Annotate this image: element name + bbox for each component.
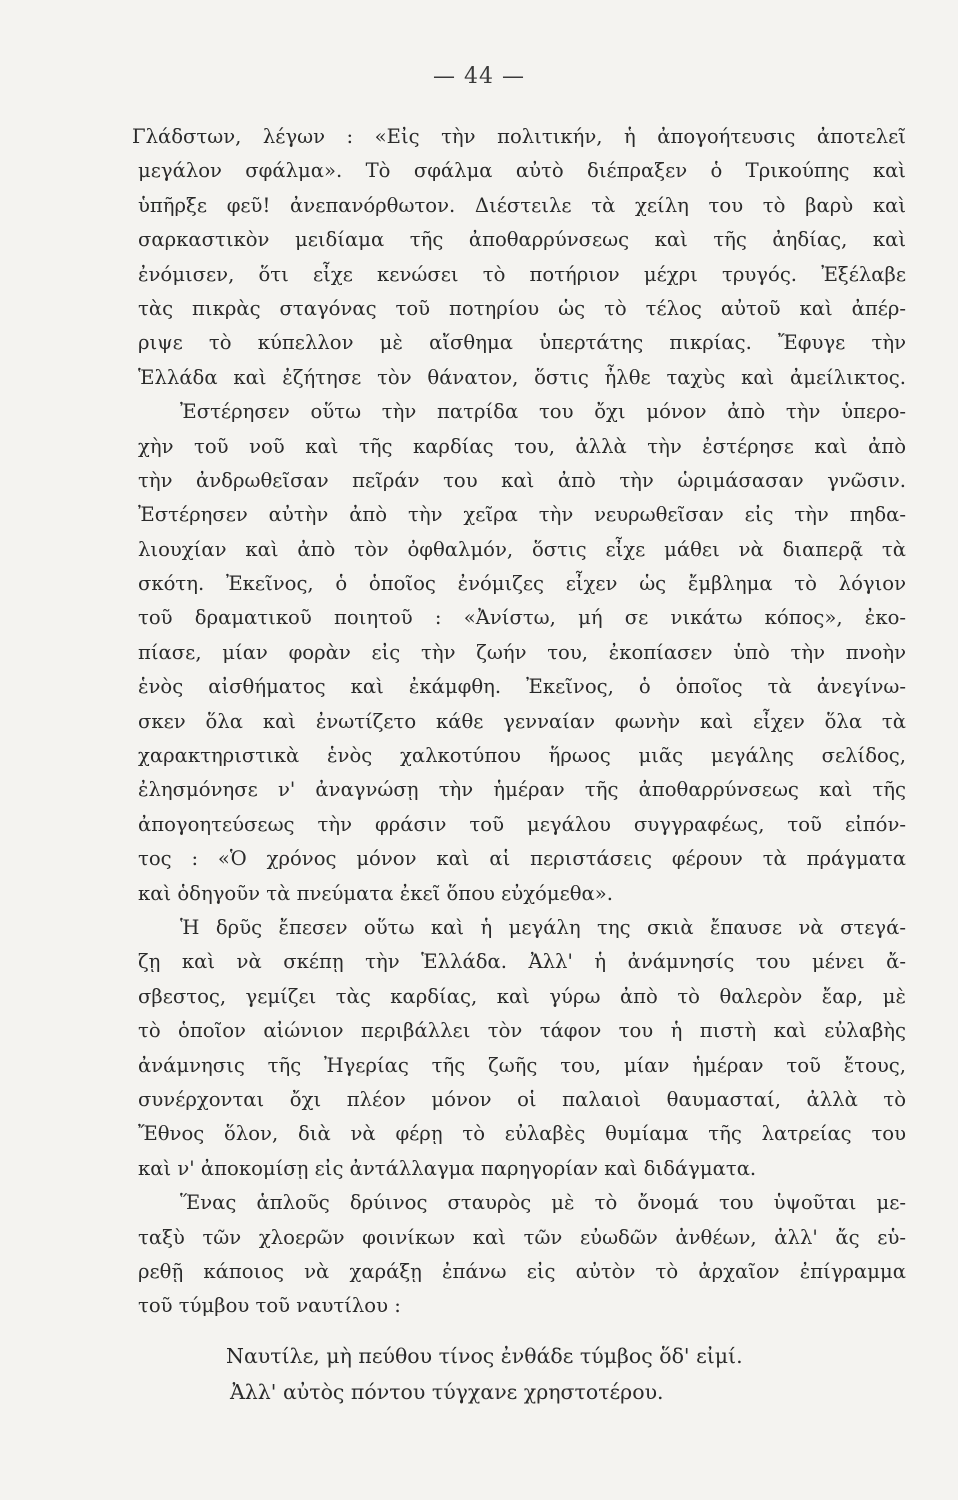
text-line: ὑπῆρξε φεῦ! ἀνεπανόρθωτον. Διέστειλε τὰ χείλη του τὸ βαρὺ καὶ [138, 193, 906, 217]
text-line: ἀνάμνησις τῆς Ἠγερίας τῆς ζωῆς του, μίαν ἡμέραν τοῦ ἔτους, [138, 1053, 906, 1077]
epigram [226, 1338, 886, 1410]
text-line: σαρκαστικὸν μειδίαμα τῆς ἀποθαρρύνσεως καὶ τῆς ἀηδίας, καὶ [138, 228, 906, 252]
text-line: ζῃ καὶ νὰ σκέπῃ τὴν Ἑλλάδα. Ἀλλ' ἡ ἀνάμνησίς του μένει ἄ- [138, 950, 906, 974]
text-line: τοῦ δραματικοῦ ποιητοῦ : «Ἀνίστω, μή σε νικάτω κόπος», ἐκο- [138, 606, 906, 630]
text-line: ἀπογοητεύσεως τὴν φράσιν τοῦ μεγάλου συγγραφέως, τοῦ εἰπόν- [138, 812, 906, 836]
text-line: καὶ ὁδηγοῦν τὰ πνεύματα ἐκεῖ ὅπου εὐχόμεθα». [138, 881, 613, 905]
text-line: ριψε τὸ κύπελλον μὲ αἴσθημα ὑπερτάτης πικρίας. Ἔφυγε τὴν [138, 331, 906, 355]
paragraph-first-line: Ἐστέρησεν οὕτω τὴν πατρίδα του ὄχι μόνον ἀπὸ τὴν ὑπερο- [180, 400, 906, 424]
paragraph-first-line: Ἕνας ἁπλοῦς δρύινος σταυρὸς μὲ τὸ ὄνομά του ὑψοῦται με- [180, 1191, 906, 1215]
body-text [132, 120, 906, 1324]
text-line: χαρακτηριστικὰ ἑνὸς χαλκοτύπου ἥρωος μιᾶς μεγάλης σελίδος, [138, 744, 906, 768]
text-line: τοῦ τύμβου τοῦ ναυτίλου : [138, 1294, 401, 1318]
text-line: συνέρχονται ὄχι πλέον μόνον οἱ παλαιοὶ θαυμασταί, ἀλλὰ τὸ [138, 1087, 906, 1111]
verse-line: Ναυτίλε, μὴ πεύθου τίνος ἐνθάδε τύμβος ὅδ' εἰμί. [226, 1344, 743, 1368]
verse-line: Ἀλλ' αὐτὸς πόντου τύγχανε χρηστοτέρου. [230, 1380, 664, 1404]
text-line: καὶ ν' ἀποκομίσῃ εἰς ἀντάλλαγμα παρηγορίαν καὶ διδάγματα. [138, 1156, 757, 1180]
text-line: σβεστος, γεμίζει τὰς καρδίας, καὶ γύρω ἀπὸ τὸ θαλερὸν ἔαρ, μὲ [138, 984, 906, 1008]
text-line: Ἐστέρησεν αὐτὴν ἀπὸ τὴν χεῖρα τὴν νευρωθεῖσαν εἰς τὴν πηδα- [138, 503, 906, 527]
text-line: ρεθῇ κάποιος νὰ χαράξῃ ἐπάνω εἰς αὐτὸν τὸ ἀρχαῖον ἐπίγραμμα [138, 1259, 906, 1283]
text-line: σκεν ὅλα καὶ ἐνωτίζετο κάθε γενναίαν φωνὴν καὶ εἶχεν ὅλα τὰ [138, 709, 906, 733]
text-line: λιουχίαν καὶ ἀπὸ τὸν ὀφθαλμόν, ὅστις εἶχε μάθει νὰ διαπερᾷ τὰ [138, 537, 906, 561]
text-line: σκότη. Ἐκεῖνος, ὁ ὁποῖος ἐνόμιζες εἶχεν ὡς ἔμβλημα τὸ λόγιον [138, 572, 906, 596]
paragraph-first-line: Ἡ δρῦς ἔπεσεν οὕτω καὶ ἡ μεγάλη της σκιὰ ἔπαυσε νὰ στεγά- [180, 915, 906, 939]
text-line: Ἑλλάδα καὶ ἐζήτησε τὸν θάνατον, ὅστις ἦλθε ταχὺς καὶ ἀμείλικτος. [138, 365, 906, 389]
text-line: τος : «Ὁ χρόνος μόνον καὶ αἱ περιστάσεις φέρουν τὰ πράγματα [138, 847, 906, 871]
text-line: ταξὺ τῶν χλοερῶν φοινίκων καὶ τῶν εὐωδῶν ἀνθέων, ἀλλ' ἄς εὑ- [138, 1225, 906, 1249]
text-line: Ἔθνος ὅλον, διὰ νὰ φέρῃ τὸ εὐλαβὲς θυμίαμα τῆς λατρείας του [138, 1122, 906, 1146]
text-line: πίασε, μίαν φορὰν εἰς τὴν ζωήν του, ἐκοπίασεν ὑπὸ τὴν πνοὴν [138, 640, 906, 664]
text-line: τὸ ὁποῖον αἰώνιον περιβάλλει τὸν τάφον του ἡ πιστὴ καὶ εὐλαβὴς [138, 1019, 906, 1043]
text-line: μεγάλον σφάλμα». Τὸ σφάλμα αὐτὸ διέπραξεν ὁ Τρικούπης καὶ [138, 159, 906, 183]
text-line: ἐνόμισεν, ὅτι εἶχε κενώσει τὸ ποτήριον μέχρι τρυγός. Ἐξέλαβε [138, 262, 906, 286]
text-line: ἐλησμόνησε ν' ἀναγνώσῃ τὴν ἡμέραν τῆς ἀποθαρρύνσεως καὶ τῆς [138, 778, 906, 802]
text-line: τὰς πικρὰς σταγόνας τοῦ ποτηρίου ὡς τὸ τέλος αὐτοῦ καὶ ἀπέρ- [138, 296, 906, 320]
text-line: Γλάδστων, λέγων : «Εἰς τὴν πολιτικήν, ἡ ἀπογοήτευσις ἀποτελεῖ [132, 125, 906, 148]
text-line: τὴν ἀνδρωθεῖσαν πεῖράν του καὶ ἀπὸ τὴν ὡριμάσασαν γνῶσιν. [138, 468, 906, 492]
text-line: ἑνὸς αἰσθήματος καὶ ἐκάμφθη. Ἐκεῖνος, ὁ ὁποῖος τὰ ἀνεγίνω- [138, 675, 906, 699]
text-line: χὴν τοῦ νοῦ καὶ τῆς καρδίας του, ἀλλὰ τὴν ἐστέρησε καὶ ἀπὸ [138, 434, 906, 458]
page-number: — 44 — [433, 64, 525, 89]
